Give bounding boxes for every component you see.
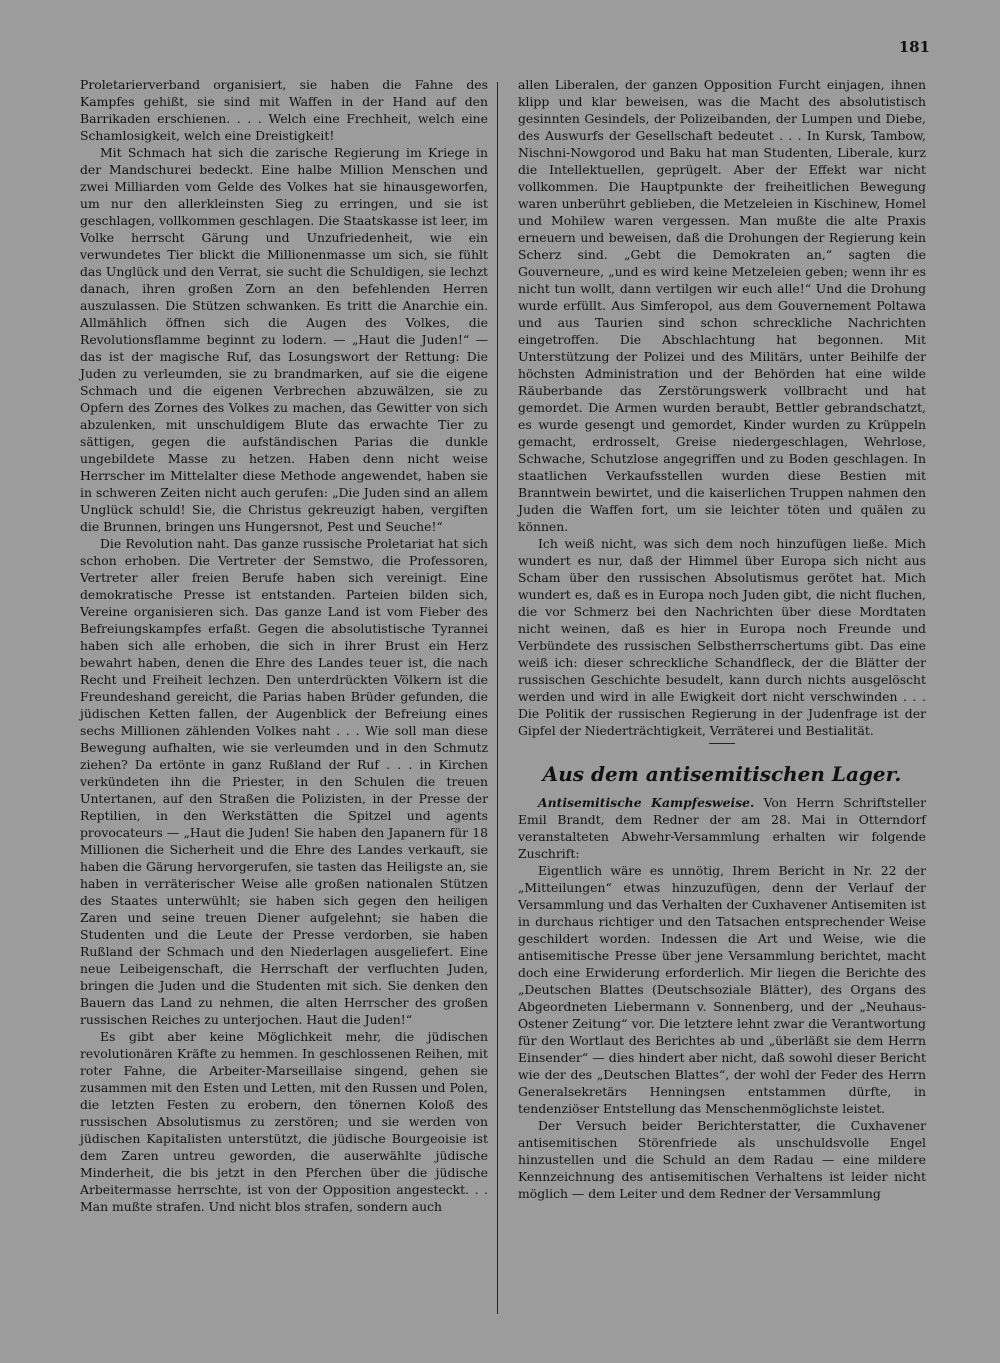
subsection-intro: Von Herrn Schriftsteller Emil Brandt, dem Redner der am 28. Mai in Otterndorf veranstalteten Abwehr-Versammlung erhalten wir folgende Zuschrift: — [518, 795, 926, 861]
paragraph: Die Revolution naht. Das ganze russische Proletariat hat sich schon erhoben. Die Vertreter der Semstwo, die Professoren, Vertreter aller freien Berufe haben sich vereinigt. Eine demokratische Presse ist entstanden. Parteien bilden sich, Vereine organisieren sich. Das ganze Land ist vom Fieber des Befreiungskampfes erfaßt. Gegen die absolutistische Tyrannei haben sich alle erhoben, die sich in ihrer Brust ein Herz bewahrt haben, denen die Ehre des Landes teuer ist, die nach Recht und Freiheit lechzen. Den unterdrückten Völkern ist die Freundeshand gereicht, die Parias haben Brüder gefunden, die jüdischen Ketten fallen, der Augenblick der Befreiung eines sechs Millionen zählenden Volkes naht . . . Wie soll man diese Bewegung aufhalten, wie sie verleumden und in den Schmutz ziehen? Da ertönte in ganz Rußland der Ruf . . . in Kirchen verkündeten ihn die Priester, in den Schulen die treuen Untertanen, auf den Straßen die Polizisten, in der Presse der Reptilien, in den Werkstätten die Spitzel und agents provocateurs — „Haut die Juden! Sie haben den Japanern für 18 Millionen die Sicherheit und die Ehre des Landes verkauft, sie haben die Gärung hervorgerufen, sie tasten das Heiligste an, sie haben in verräterischer Weise alle großen nationalen Stützen des Staates unterwühlt; sie haben sich gegen den heiligen Zaren und seine treuen Diener aufgelehnt; sie haben die Studenten und die Leute der Presse verdorben, sie haben Rußland der Schmach und den Niederlagen ausgeliefert. Eine neue Leibeigenschaft, die Herrschaft der verfluchten Juden, bringen die Juden und die Studenten mit sich. Sie denken den Bauern das Land zu nehmen, die alten Herrscher des großen russischen Reiches zu unterjochen. Haut die Juden!“ — [80, 536, 488, 1027]
section-heading: Aus dem antisemitischen Lager. — [542, 762, 902, 786]
paragraph: Ich weiß nicht, was sich dem noch hinzufügen ließe. Mich wundert es nur, daß der Himmel über Europa sich nicht aus Scham über den russischen Absolutismus gerötet hat. Mich wundert es, daß es in Europa noch Juden gibt, die nicht fluchen, die vor Schmerz bei den Nachrichten über diese Mordtaten nicht weinen, daß es hier in Europa noch Freunde und Verbündete des russischen Selbstherrschertums gibt. Das eine weiß ich: dieser schreckliche Schandfleck, der die Blätter der russischen Geschichte besudelt, kann durch nichts ausgelöscht werden und wird in alle Ewigkeit dort nicht verschwinden . . . Die Politik der russischen Regierung in der Judenfrage ist der Gipfel der Niederträchtigkeit, Verräterei und Bestialität. — [518, 536, 926, 738]
paragraph: Proletarierverband organisiert, sie haben die Fahne des Kampfes gehißt, sie sind mit Waffen in der Hand auf den Barrikaden erschienen. . . . Welch eine Frechheit, welch eine Schamlosigkeit, welch eine Dreistigkeit! — [80, 77, 488, 143]
paragraph: Eigentlich wäre es unnötig, Ihrem Bericht in Nr. 22 der „Mitteilungen“ etwas hinzuzufügen, denn der Verlauf der Versammlung und das Verhalten der Cuxhavener Antisemiten ist in durchaus richtiger und den Tatsachen entsprechender Weise geschildert worden. Indessen die Art und Weise, wie die antisemitische Presse über jene Versammlung berichtet, macht doch eine Erwiderung erforderlich. Mir liegen die Berichte des „Deutschen Blattes (Deutschsoziale Blätter), des Organs des Abgeordneten Liebermann v. Sonnenberg, und der „Neuhaus-Ostener Zeitung“ vor. Die letztere lehnt zwar die Verantwortung für den Wortlaut des Berichtes ab und „überläßt sie dem Herrn Einsender“ — dies hindert aber nicht, daß sowohl dieser Bericht wie der des „Deutschen Blattes“, der wohl der Feder des Herrn Generalsekretärs Henningsen entstammen dürfte, in tendenziöser Entstellung das Menschenmöglichste leistet. — [518, 863, 926, 1116]
paragraph: allen Liberalen, der ganzen Opposition Furcht einjagen, ihnen klipp und klar beweisen, was die Macht des absolutistisch gesinnten Gesindels, der Polizeibanden, der Lumpen und Diebe, des Auswurfs der Gesellschaft bedeutet . . . In Kursk, Tambow, Nischni-Nowgorod und Baku hat man Studenten, Liberale, kurz die Intellektuellen, geprügelt. Aber der Effekt war nicht vollkommen. Die Hauptpunkte der freiheitlichen Bewegung waren unberührt geblieben, die Metzeleien in Kischinew, Homel und Mohilew waren vergessen. Man mußte die alte Praxis erneuern und beweisen, daß die Drohungen der Regierung kein Scherz sind. „Gebt die Demokraten an,“ sagten die Gouverneure, „und es wird keine Metzeleien geben; wenn ihr es nicht tun wollt, dann vertilgen wir euch alle!“ Und die Drohung wurde erfüllt. Aus Simferopol, aus dem Gouvernement Poltawa und aus Taurien sind schon schreckliche Nachrichten eingetroffen. Die Abschlachtung hat begonnen. Mit Unterstützung der Polizei und des Militärs, unter Beihilfe der höchsten Administration und der Behörden hat eine wilde Räuberbande das Zerstörungswerk vollbracht und hat gemordet. Die Armen wurden beraubt, Bettler gebrandschatzt, es wurde gesengt und gemordet, Kinder wurden zu Krüppeln gemacht, erdrosselt, Greise niedergeschlagen, Wehrlose, Schwache, Schutzlose angegriffen und zu Boden geschlagen. In staatlichen Verkaufsstellen wurden diese Bestien mit Branntwein bewirtet, und die kaiserlichen Truppen nahmen den Juden die Waffen fort, um sie leichter töten und quälen zu können. — [518, 77, 926, 534]
page-number: 181 — [898, 38, 930, 56]
paragraph: Der Versuch beider Berichterstatter, die Cuxhavener antisemitischen Störenfriede als unschuldsvolle Engel hinzustellen und die Schuld an dem Radau — eine mildere Kennzeichnung des antisemitischen Verhaltens ist leider nicht möglich — dem Leiter und dem Redner der Versammlung — [518, 1118, 926, 1201]
paragraph: Mit Schmach hat sich die zarische Regierung im Kriege in der Mandschurei bedeckt. Eine halbe Million Menschen und zwei Milliarden vom Gelde des Volkes hat sie hinausgeworfen, um nur den allerkleinsten Sieg zu erringen, und sie ist geschlagen, vollkommen geschlagen. Die Staatskasse ist leer, im Volke herrscht Gärung und Unzufriedenheit, wie ein verwundetes Tier blickt die Millionenmasse um sich, sie fühlt das Unglück und den Verrat, sie sucht die Schuldigen, sie lechzt danach, ihren großen Zorn an den befehlenden Herren auszulassen. Die Stützen schwanken. Es tritt die Anarchie ein. Allmählich öffnen sich die Augen des Volkes, die Revolutionsflamme beginnt zu lodern. — „Haut die Juden!“ — das ist der magische Ruf, das Losungswort der Rettung: Die Juden zu verleumden, sie zu brandmarken, auf sie die eigene Schmach und die eigenen Verbrechen abzuwälzen, sie zu Opfern des Zornes des Volkes zu machen, das Gewitter von sich abzulenken, mit unschuldigem Blute das erwachte Tier zu sättigen, gegen die aufständischen Parias die dunkle ungebildete Masse zu hetzen. Haben denn nicht weise Herrscher im Mittelalter diese Methode angewendet, haben sie in schweren Zeiten nicht auch gerufen: „Die Juden sind an allem Unglück schuld! Sie, die Christus gekreuzigt haben, vergiften die Brunnen, bringen uns Hungersnot, Pest und Seuche!“ — [80, 145, 488, 534]
paragraph: Es gibt aber keine Möglichkeit mehr, die jüdischen revolutionären Kräfte zu hemmen. In geschlossenen Reihen, mit roter Fahne, die Arbeiter-Marseillaise singend, gehen sie zusammen mit den Esten und Letten, mit den Russen und Polen, die letzten Festen zu erobern, den tönernen Koloß des russischen Absolutismus zu zerstören; und sie werden von jüdischen Kapitalisten unterstützt, die jüdische Bourgeoisie ist dem Zaren untreu geworden, die auserwählte jüdische Minderheit, die bis jetzt in den Pferchen über die jüdische Arbeitermasse herrschte, ist von der Opposition angesteckt. . . Man mußte strafen. Und nicht blos strafen, sondern auch — [80, 1029, 488, 1214]
section-separator — [709, 743, 735, 744]
subsection-title: Antisemitische Kampfesweise. — [538, 795, 755, 810]
left-column — [80, 76, 488, 1215]
column-divider — [497, 82, 498, 1314]
subsection-paragraph — [518, 794, 926, 862]
right-column — [518, 76, 926, 1202]
